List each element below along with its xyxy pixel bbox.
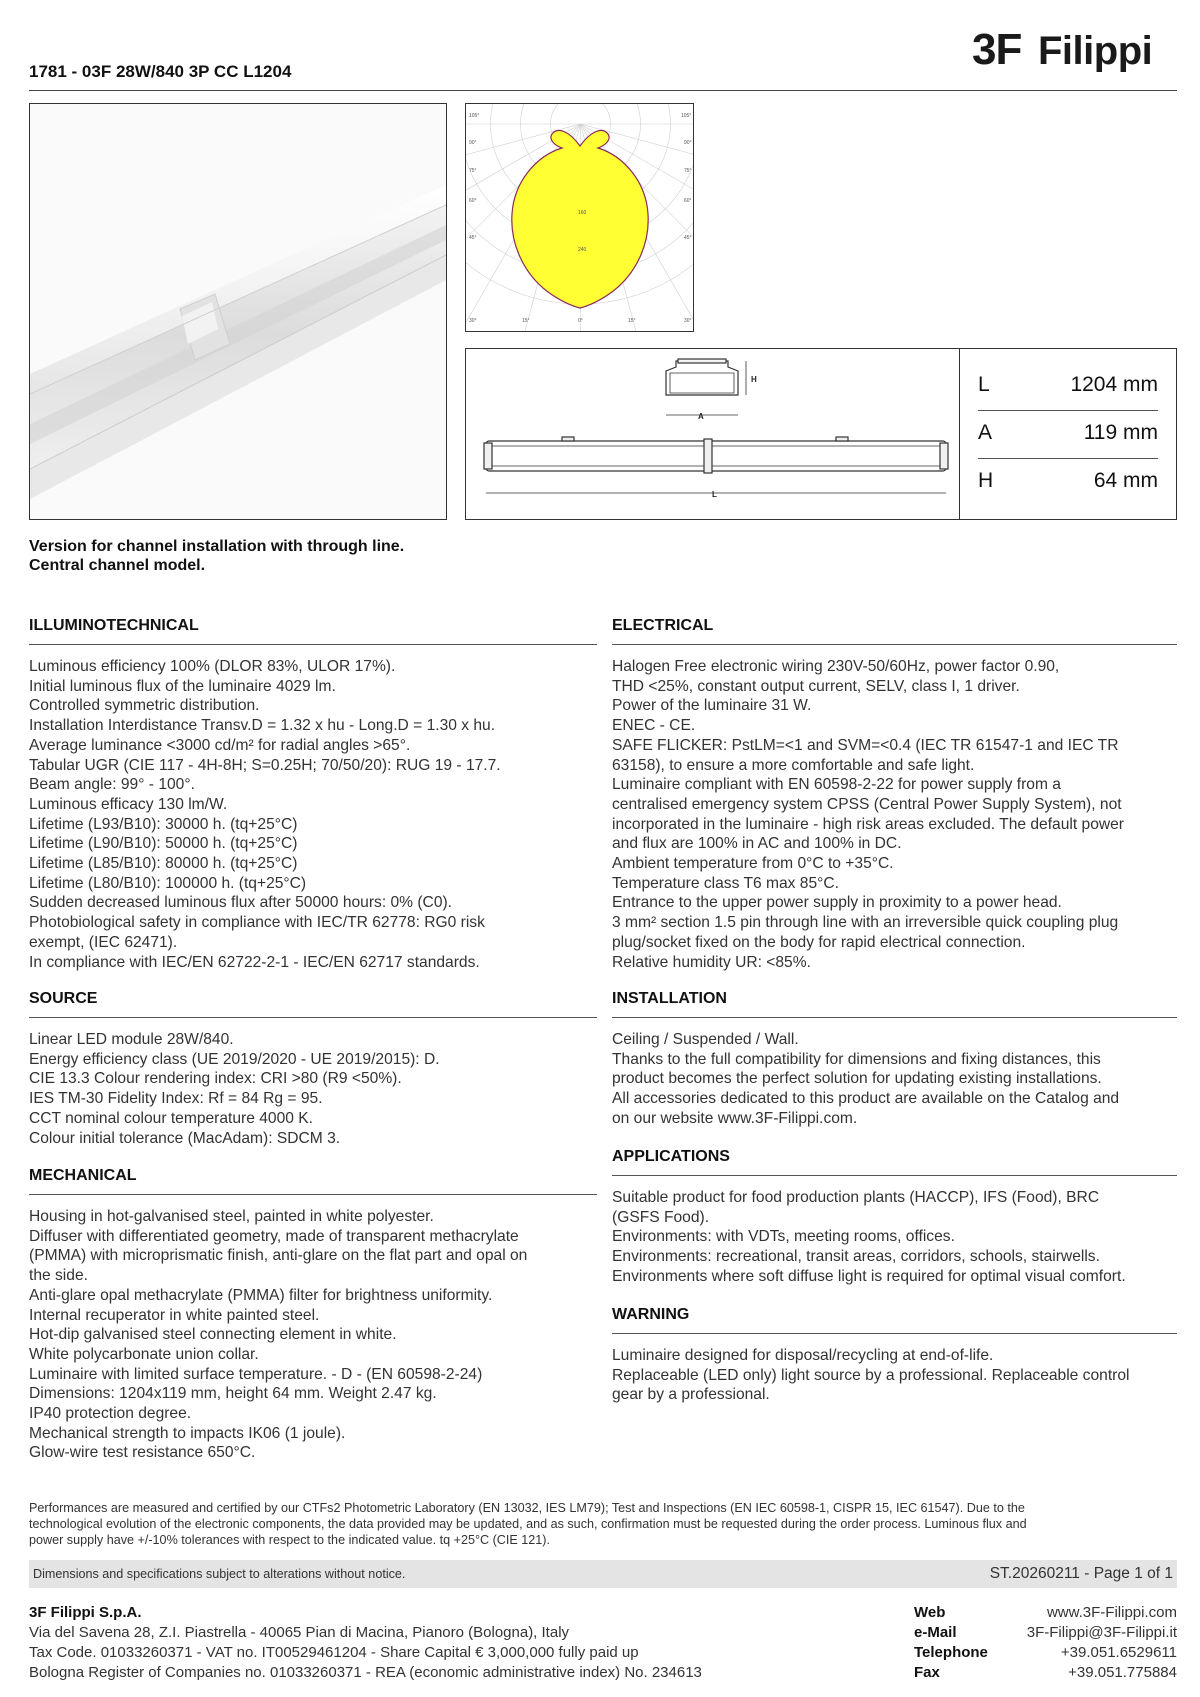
text-line: product becomes the perfect solution for updating existing installations. — [612, 1070, 1102, 1088]
email-link[interactable]: 3F-Filippi@3F-Filippi.it — [1026, 1624, 1177, 1641]
text-line: 63158), to ensure a more comfortable and safe light. — [612, 756, 975, 774]
section-title-applications: APPLICATIONS — [612, 1148, 730, 1165]
polar-angle-label: 45° — [469, 235, 477, 241]
dimension-drawing — [466, 349, 960, 519]
notice-bar — [29, 1560, 1177, 1588]
text-line: Environments: with VDTs, meeting rooms, offices. — [612, 1228, 955, 1246]
text-line: Ambient temperature from 0°C to +35°C. — [612, 855, 894, 873]
polar-radial-label: 240 — [578, 247, 587, 253]
text-line: In compliance with IEC/EN 62722-2-1 - IEC/EN 62717 standards. — [29, 953, 480, 971]
section-divider — [612, 1175, 1177, 1176]
polar-angle-label: 90° — [469, 140, 477, 146]
text-line: Colour initial tolerance (MacAdam): SDCM 3. — [29, 1129, 341, 1147]
text-line: SAFE FLICKER: PstLM=<1 and SVM=<0.4 (IEC TR 61547-1 and IEC TR — [612, 736, 1119, 754]
performance-footnote — [29, 1500, 1177, 1548]
dim-label-a: A — [698, 412, 704, 421]
polar-angle-label: 60° — [469, 198, 477, 204]
text-line: Glow-wire test resistance 650°C. — [29, 1444, 256, 1462]
text-line: Beam angle: 99° - 100°. — [29, 776, 195, 794]
polar-angle-label: 30° — [684, 318, 692, 324]
dimension-key: H — [978, 469, 994, 492]
text-line: Lifetime (L93/B10): 30000 h. (tq+25°C) — [29, 815, 298, 833]
text-line: Replaceable (LED only) light source by a professional. Replaceable control — [612, 1366, 1130, 1384]
section-title-electrical: ELECTRICAL — [612, 617, 714, 634]
text-line: Average luminance <3000 cd/m² for radial angles >65°. — [29, 736, 411, 754]
text-line: Anti-glare opal methacrylate (PMMA) filter for brightness uniformity. — [29, 1286, 493, 1304]
text-line: Diffuser with differentiated geometry, made of transparent methacrylate — [29, 1227, 519, 1245]
text-line: Power of the luminaire 31 W. — [612, 697, 812, 715]
text-line: All accessories dedicated to this product are available on the Catalog and — [612, 1090, 1120, 1108]
text-line: Housing in hot-galvanised steel, painted in white polyester. — [29, 1208, 434, 1225]
text-line: Installation Interdistance Transv.D = 1.32 x hu - Long.D = 1.30 x hu. — [29, 717, 496, 735]
text-line: Lifetime (L80/B10): 100000 h. (tq+25°C) — [29, 874, 307, 892]
text-line: CCT nominal colour temperature 4000 K. — [29, 1109, 314, 1127]
text-line: Luminaire compliant with EN 60598-2-22 for power supply from a — [612, 776, 1061, 794]
dimension-value: 1204 mm — [1070, 373, 1158, 396]
text-line: CIE 13.3 Colour rendering index: CRI >80 (R9 <50%). — [29, 1070, 402, 1088]
contact-label: e-Mail — [914, 1624, 957, 1641]
cross-section-drawing — [666, 359, 738, 395]
fax-number: +39.051.775884 — [1068, 1664, 1177, 1681]
text-line: Mechanical strength to impacts IK06 (1 joule). — [29, 1424, 346, 1442]
text-line: 3 mm² section 1.5 pin through line with an irreversible quick coupling plug — [612, 914, 1119, 932]
section-divider — [612, 1017, 1177, 1018]
text-line: Luminaire designed for disposal/recycling at end-of-life. — [612, 1347, 994, 1364]
alterations-notice: Dimensions and specifications subject to alterations without notice. — [33, 1567, 406, 1581]
company-info — [29, 1603, 702, 1683]
side-view-drawing — [484, 437, 948, 473]
website-link[interactable]: www.3F-Filippi.com — [1046, 1604, 1177, 1621]
company-name: 3F Filippi S.p.A. — [29, 1604, 142, 1621]
contact-row-web — [914, 1603, 1177, 1623]
contact-label: Web — [914, 1604, 946, 1621]
text-line: and flux are 100% in AC and 100% in DC. — [612, 835, 902, 853]
polar-angle-label: 75° — [684, 168, 692, 174]
polar-angle-label: 45° — [684, 235, 692, 241]
text-line: Environments where soft diffuse light is required for optimal visual comfort. — [612, 1267, 1126, 1285]
text-line: Internal recuperator in white painted steel. — [29, 1306, 320, 1324]
dim-label-h: H — [751, 375, 757, 384]
text-line: power supply have +/-10% tolerances with respect to the indicated value. tq +25°C (CIE 121). — [29, 1533, 550, 1547]
section-divider — [29, 644, 597, 645]
text-line: Temperature class T6 max 85°C. — [612, 874, 839, 892]
text-line: Performances are measured and certified by our CTFs2 Photometric Laboratory (EN 13032, IES LM79); Test and Inspections (EN IEC 60598-1, CISPR 15, IEC 61547). Due to the — [29, 1501, 1025, 1515]
text-line: Energy efficiency class (UE 2019/2020 - UE 2019/2015): D. — [29, 1050, 440, 1068]
contact-label: Fax — [914, 1664, 940, 1681]
text-line: Dimensions: 1204x119 mm, height 64 mm. Weight 2.47 kg. — [29, 1385, 437, 1403]
text-line: IES TM-30 Fidelity Index: Rf = 84 Rg = 95. — [29, 1090, 323, 1108]
dimension-key: L — [978, 373, 990, 396]
text-line: Luminous efficacy 130 lm/W. — [29, 795, 228, 813]
section-divider — [29, 1017, 597, 1018]
polar-angle-label: 75° — [469, 168, 477, 174]
polar-angle-label: 30° — [469, 318, 477, 324]
text-line: Sudden decreased luminous flux after 50000 hours: 0% (C0). — [29, 894, 453, 912]
text-line: gear by a professional. — [612, 1386, 770, 1404]
text-line: exempt, (IEC 62471). — [29, 933, 178, 951]
version-line: Version for channel installation with through line. — [29, 538, 405, 555]
dimension-value: 64 mm — [1093, 469, 1158, 492]
product-photo — [29, 103, 447, 520]
section-title-illuminotechnical: ILLUMINOTECHNICAL — [29, 617, 199, 634]
contact-row-telephone — [914, 1643, 1177, 1663]
installation-text — [612, 1030, 1119, 1129]
text-line: (GSFS Food). — [612, 1208, 710, 1226]
dimension-row-length — [978, 363, 1158, 411]
contact-row-fax — [914, 1663, 1177, 1683]
text-line: Linear LED module 28W/840. — [29, 1031, 234, 1048]
text-line: Entrance to the upper power supply in proximity to a power head. — [612, 894, 1062, 912]
polar-diagram — [465, 103, 694, 332]
text-line: Halogen Free electronic wiring 230V-50/60Hz, power factor 0.90, — [612, 658, 1060, 675]
warning-text — [612, 1346, 1129, 1405]
text-line: plug/socket fixed on the body for rapid electrical connection. — [612, 933, 1026, 951]
polar-radial-label: 160 — [578, 210, 587, 216]
text-line: Initial luminous flux of the luminaire 4029 lm. — [29, 677, 336, 695]
text-line: centralised emergency system CPSS (Central Power Supply System), not — [612, 795, 1122, 813]
text-line: Relative humidity UR: <85%. — [612, 953, 811, 971]
text-line: Thanks to the full compatibility for dimensions and fixing distances, this — [612, 1050, 1101, 1068]
text-line: incorporated in the luminaire - high risk areas excluded. The default power — [612, 815, 1124, 833]
text-line: Lifetime (L85/B10): 80000 h. (tq+25°C) — [29, 855, 298, 873]
version-description — [29, 537, 404, 575]
polar-angle-label: 105° — [681, 113, 692, 119]
svg-text:Filippi: Filippi — [1038, 29, 1153, 72]
luminaire-image — [30, 104, 447, 520]
source-text — [29, 1030, 440, 1148]
polar-angle-label: 0° — [578, 318, 583, 324]
dimension-row-height — [978, 459, 1158, 507]
text-line: (PMMA) with microprismatic finish, anti-glare on the flat part and opal on — [29, 1247, 528, 1265]
text-line: Controlled symmetric distribution. — [29, 697, 260, 715]
polar-angle-label: 15° — [522, 318, 530, 324]
dimension-value: 119 mm — [1083, 421, 1158, 444]
contact-row-email — [914, 1623, 1177, 1643]
mechanical-text — [29, 1207, 527, 1463]
dimension-key: A — [978, 421, 993, 444]
section-title-installation: INSTALLATION — [612, 990, 727, 1007]
product-code-title: 1781 - 03F 28W/840 3P CC L1204 — [29, 62, 292, 81]
electrical-text — [612, 657, 1124, 972]
polar-angle-label: 60° — [684, 198, 692, 204]
text-line: IP40 protection degree. — [29, 1405, 192, 1423]
text-line: Photobiological safety in compliance with IEC/TR 62778: RG0 risk — [29, 914, 485, 932]
brand-logo — [972, 26, 1177, 72]
svg-text:3F: 3F — [972, 26, 1022, 72]
dimension-row-width — [978, 411, 1158, 459]
applications-text — [612, 1188, 1126, 1287]
version-line: Central channel model. — [29, 557, 206, 574]
illuminotechnical-text — [29, 657, 501, 972]
text-line: White polycarbonate union collar. — [29, 1345, 259, 1363]
text-line: Ceiling / Suspended / Wall. — [612, 1031, 799, 1048]
text-line: on our website www.3F-Filippi.com. — [612, 1109, 858, 1127]
text-line: technological evolution of the electronic components, the data provided may be updated, and as such, confirmation must be requested during the order process. Luminous flux and — [29, 1517, 1027, 1531]
company-register-info: Bologna Register of Companies no. 01033260371 - REA (economic administrative index) No. 234613 — [29, 1664, 702, 1681]
text-line: Environments: recreational, transit areas, corridors, schools, stairwells. — [612, 1248, 1100, 1266]
polar-angle-label: 105° — [469, 113, 480, 119]
contact-info — [914, 1603, 1177, 1683]
text-line: Tabular UGR (CIE 117 - 4H-8H; S=0.25H; 70/50/20): RUG 19 - 17.7. — [29, 756, 501, 774]
contact-label: Telephone — [914, 1644, 988, 1661]
telephone-number: +39.051.6529611 — [1060, 1644, 1177, 1661]
section-divider — [612, 644, 1177, 645]
polar-angle-label: 90° — [684, 140, 692, 146]
text-line: the side. — [29, 1267, 88, 1285]
text-line: THD <25%, constant output current, SELV, class I, 1 driver. — [612, 677, 1020, 695]
text-line: Lifetime (L90/B10): 50000 h. (tq+25°C) — [29, 835, 298, 853]
company-address: Via del Savena 28, Z.I. Piastrella - 40065 Pian di Macina, Pianoro (Bologna), Italy — [29, 1624, 570, 1641]
section-divider — [612, 1333, 1177, 1334]
dimensions-panel — [465, 348, 1177, 520]
text-line: Luminaire with limited surface temperature. - D - (EN 60598-2-24) — [29, 1365, 483, 1383]
section-title-mechanical: MECHANICAL — [29, 1167, 137, 1184]
document-page-reference: ST.20260211 - Page 1 of 1 — [989, 1565, 1173, 1582]
dim-label-l: L — [712, 490, 717, 499]
section-title-source: SOURCE — [29, 990, 98, 1007]
text-line: Suitable product for food production plants (HACCP), IFS (Food), BRC — [612, 1189, 1100, 1206]
section-title-warning: WARNING — [612, 1306, 690, 1323]
text-line: ENEC - CE. — [612, 717, 696, 735]
text-line: Hot-dip galvanised steel connecting element in white. — [29, 1326, 397, 1344]
text-line: Luminous efficiency 100% (DLOR 83%, ULOR 17%). — [29, 658, 396, 675]
section-divider — [29, 1194, 597, 1195]
company-tax-info: Tax Code. 01033260371 - VAT no. IT00529461204 - Share Capital € 3,000,000 fully paid up — [29, 1644, 639, 1661]
polar-angle-label: 15° — [628, 318, 636, 324]
dimensions-table — [960, 349, 1176, 519]
header-divider — [29, 90, 1177, 91]
